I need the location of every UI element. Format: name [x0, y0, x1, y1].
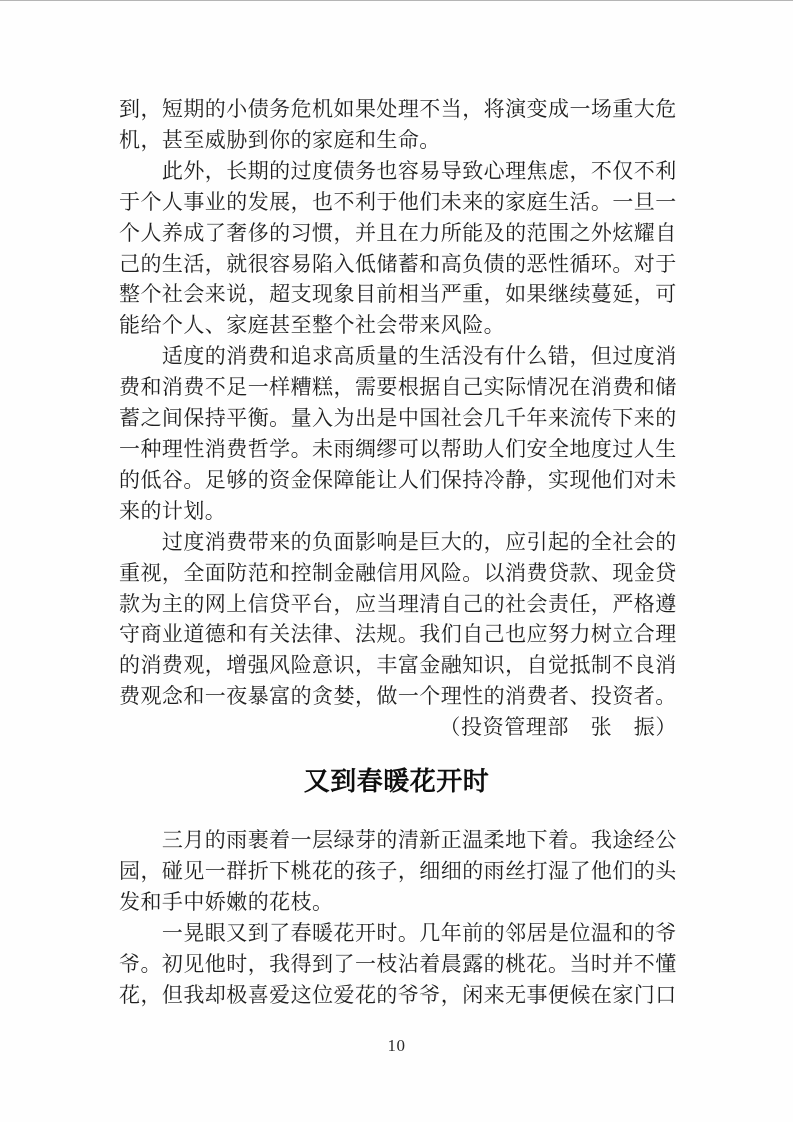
article-signature: （投资管理部 张 振） — [439, 715, 677, 740]
text-line: 过度消费带来的负面影响是巨大的，应引起的全社会的 — [119, 529, 677, 554]
text-line: 的低谷。足够的资金保障能让人们保持冷静，实现他们对未 — [119, 467, 677, 492]
page-number: 10 — [387, 1036, 406, 1055]
text-line: 整个社会来说，超支现象目前相当严重，如果继续蔓延，可 — [119, 282, 677, 307]
text-line: 己的生活，就很容易陷入低储蓄和高负债的恶性循环。对于 — [119, 251, 677, 276]
text-line: 园，碰见一群折下桃花的孩子，细细的雨丝打湿了他们的头 — [119, 858, 677, 883]
text-line: 来的计划。 — [119, 498, 227, 523]
article-title: 又到春暖花开时 — [303, 766, 490, 796]
text-line: 个人养成了奢侈的习惯，并且在力所能及的范围之外炫耀自 — [119, 220, 677, 245]
text-line: 能给个人、家庭甚至整个社会带来风险。 — [119, 313, 506, 338]
text-line: 费和消费不足一样糟糕，需要根据自己实际情况在消费和储 — [119, 375, 677, 400]
article-overconsumption-body — [119, 94, 677, 743]
text-line: 一晃眼又到了春暖花开时。几年前的邻居是位温和的爷 — [119, 920, 677, 945]
text-line: 守商业道德和有关法律、法规。我们自己也应努力树立合理 — [119, 622, 677, 647]
text-line: 三月的雨裹着一层绿芽的清新正温柔地下着。我途经公 — [119, 828, 677, 852]
text-line: 发和手中娇嫩的花枝。 — [119, 889, 334, 914]
text-line: 爷。初见他时，我得到了一枝沾着晨露的桃花。当时并不懂 — [119, 951, 677, 976]
text-line: 此外，长期的过度债务也容易导致心理焦虑，不仅不利 — [119, 158, 677, 183]
text-line: 机，甚至威胁到你的家庭和生命。 — [119, 127, 441, 152]
text-line: 款为主的网上信贷平台，应当理清自己的社会责任，严格遵 — [119, 591, 677, 616]
text-line: 一种理性消费哲学。未雨绸缪可以帮助人们安全地度过人生 — [119, 436, 677, 461]
text-line: 到，短期的小债务危机如果处理不当，将演变成一场重大危 — [119, 97, 677, 121]
text-line: 蓄之间保持平衡。量入为出是中国社会几千年来流传下来的 — [119, 406, 677, 431]
text-line: 费观念和一夜暴富的贪婪，做一个理性的消费者、投资者。 — [119, 684, 677, 709]
text-line: 花，但我却极喜爱这位爱花的爷爷，闲来无事便候在家门口 — [119, 982, 677, 1007]
scan-edge-artifact — [0, 0, 793, 1]
text-line: 适度的消费和追求高质量的生活没有什么错，但过度消 — [119, 344, 677, 369]
text-line: 的消费观，增强风险意识，丰富金融知识，自觉抵制不良消 — [119, 653, 677, 678]
text-line: 重视，全面防范和控制金融信用风险。以消费贷款、现金贷 — [119, 560, 677, 585]
text-line: 于个人事业的发展，也不利于他们未来的家庭生活。一旦一 — [119, 189, 677, 214]
article-spring-body — [119, 825, 677, 1010]
